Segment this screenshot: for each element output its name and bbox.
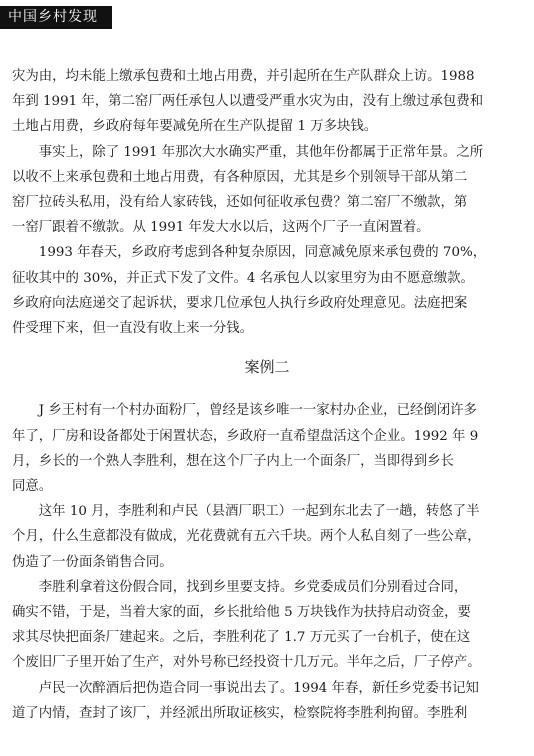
text-line: 乡政府向法庭递交了起诉状，要求几位承包人执行乡政府处理意见。法庭把案	[12, 295, 468, 311]
text-line: 以收不上来承包费和土地占用费，有各种原因，尤其是乡个别领导干部从第二	[12, 169, 468, 185]
text-line: 这年 10 月，李胜利和卢民（县酒厂职工）一起到东北去了一趟，转悠了半	[38, 504, 480, 520]
case-title: 案例二	[244, 358, 290, 377]
text-line: 伪造了一份面条销售合同。	[12, 554, 173, 570]
text-line: 确实不错，于是，当着大家的面，乡长批给他 5 万块钱作为扶持启动资金，要	[12, 605, 471, 621]
text-line: 卢民一次醉酒后把伪造合同一事说出去了。1994 年春，新任乡党委书记知	[38, 680, 479, 696]
text-line: 事实上，除了 1991 年那次大水确实严重，其他年份都属于正常年景。之所	[38, 144, 484, 160]
text-line: 灾为由，均未能上缴承包费和土地占用费，并引起所在生产队群众上访。1988	[12, 69, 475, 84]
text-line: 征收其中的 30%，并正式下发了文件。4 名承包人以家里穷为由不愿意缴款。	[12, 270, 474, 286]
text-line: 一窑厂跟着不缴款。从 1991 年发大水以后，这两个厂子一直闲置着。	[12, 220, 430, 236]
text-line: 窑厂拉砖头私用，没有给人家砖钱，还如何征收承包费？第二窑厂不缴款，第	[12, 195, 468, 211]
text-line: 件受理下来，但一直没有收上来一分钱。	[12, 321, 254, 337]
text-line: 月，乡长的一个熟人李胜利，想在这个厂子内上一个面条厂，当即得到乡长	[12, 453, 454, 469]
text-line: J 乡王村有一个村办面粉厂，曾经是该乡唯一一家村办企业，已经倒闭许多	[38, 403, 477, 419]
text-line: 个月，什么生意都没有做成，光花费就有五六千块。两个人私自刻了一些公章，	[12, 529, 481, 545]
text-line: 年了，厂房和设备都处于闲置状态，乡政府一直希望盘活这个企业。1992 年 9	[12, 428, 479, 444]
text-line: 土地占用费，乡政府每年要减免所在生产队提留 1 万多块钱。	[12, 119, 378, 135]
document-body	[12, 64, 522, 726]
text-line: 求其尽快把面条厂建起来。之后，李胜利花了 1.7 万元买了一台机子，使在这	[12, 630, 471, 646]
text-line: 1993 年春天，乡政府考虑到各种复杂原因，同意减免原来承包费的 70%，	[38, 245, 487, 261]
text-line: 李胜利拿着这份假合同，找到乡里要支持。乡党委成员们分别看过合同，	[38, 579, 468, 595]
section-header: 中国乡村发现	[0, 6, 112, 29]
text-line: 年到 1991 年，第二窑厂两任承包人以遭受严重水灾为由，没有上缴过承包费和	[12, 94, 484, 110]
text-line: 同意。	[12, 479, 53, 495]
text-line: 个废旧厂子里开始了生产，对外号称已经投资十几万元。半年之后，厂子停产。	[12, 655, 481, 671]
text-line: 道了内情，查封了该厂，并经派出所取证核实，检察院将李胜利拘留。李胜利	[12, 705, 468, 721]
